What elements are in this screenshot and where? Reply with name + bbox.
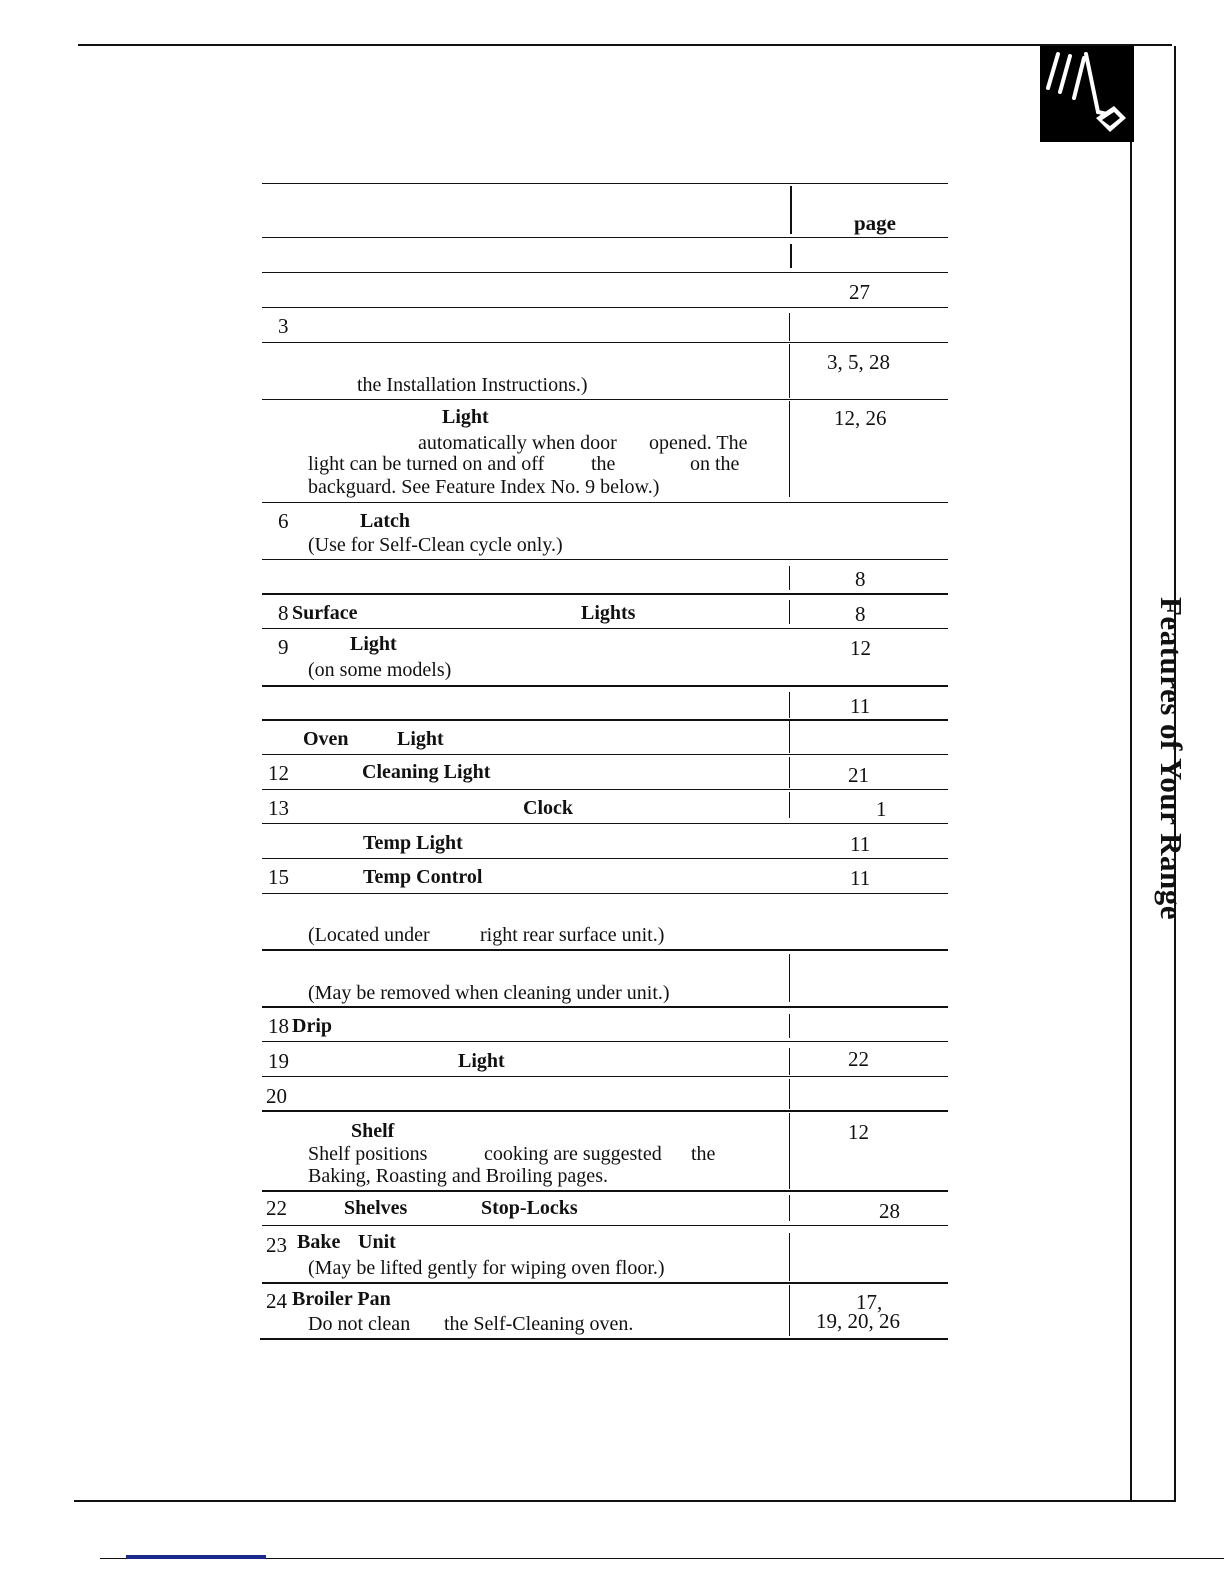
row-rule: [262, 789, 948, 790]
row-number: 24: [266, 1289, 287, 1313]
row-pages: 12: [850, 636, 871, 660]
row-title: Drip: [292, 1015, 332, 1037]
row-description: opened. The: [649, 432, 748, 454]
row-description: automatically when door: [418, 432, 617, 454]
row-pages: 19, 20, 26: [816, 1309, 900, 1333]
row-rule: [262, 893, 948, 894]
row-description: Do not clean: [308, 1313, 411, 1335]
row-title: Bake: [297, 1231, 341, 1253]
row-pages: 1: [876, 797, 887, 821]
row-description: (on some models): [308, 659, 452, 681]
row-title: Shelves: [344, 1197, 408, 1219]
row-description: (May be lifted gently for wiping oven floor.): [308, 1257, 665, 1279]
row-number: 20: [266, 1084, 287, 1108]
row-rule: [262, 754, 948, 755]
row-rule: [262, 399, 948, 400]
column-rule: [790, 244, 792, 268]
row-number: 3: [278, 314, 289, 338]
row-number: 23: [266, 1233, 287, 1257]
row-pages: 11: [850, 694, 871, 718]
row-description: the: [591, 453, 616, 475]
row-title: Surface: [292, 602, 358, 624]
row-rule: [262, 272, 948, 273]
sidebar-rule-inner: [1130, 46, 1132, 1502]
top-rule: [78, 44, 1172, 46]
row-rule: [262, 949, 948, 951]
column-rule: [789, 757, 790, 788]
row-title: Broiler Pan: [292, 1288, 391, 1310]
row-description: Shelf positions: [308, 1143, 428, 1165]
row-rule: [262, 1110, 948, 1112]
row-description: (May be removed when cleaning under unit.): [308, 982, 670, 1004]
row-number: 13: [268, 796, 289, 820]
row-title: Light: [442, 406, 489, 428]
page-column-header: page: [854, 211, 896, 235]
hand-touch-icon: [1040, 46, 1134, 142]
row-number: 8: [278, 601, 289, 625]
row-title: Clock: [523, 797, 573, 819]
row-title: Temp Light: [363, 832, 463, 854]
row-number: 6: [278, 509, 289, 533]
column-rule: [789, 792, 790, 818]
row-pages: 22: [848, 1047, 869, 1071]
row-number: 15: [268, 865, 289, 889]
column-rule: [789, 344, 790, 398]
column-rule: [790, 186, 792, 234]
row-rule: [262, 237, 948, 238]
row-rule: [262, 502, 948, 503]
row-pages: 27: [849, 280, 870, 304]
column-rule: [789, 721, 790, 753]
row-pages: 8: [855, 567, 866, 591]
row-rule: [262, 342, 948, 343]
row-title: Stop-Locks: [481, 1197, 578, 1219]
section-title: Features of Your Range: [1154, 597, 1189, 920]
row-title: Unit: [358, 1231, 396, 1253]
column-rule: [789, 313, 790, 341]
row-rule: [262, 719, 948, 721]
row-rule: [262, 685, 948, 687]
footer-rule: [100, 1558, 1224, 1559]
row-rule: [262, 858, 948, 859]
column-rule: [789, 401, 790, 497]
column-rule: [789, 692, 790, 718]
row-rule: [262, 823, 948, 824]
column-rule: [789, 600, 790, 624]
row-description: the Installation Instructions.): [357, 374, 588, 396]
row-title: Latch: [360, 510, 410, 532]
column-rule: [789, 1285, 790, 1336]
column-rule: [789, 1195, 790, 1221]
row-description: backguard. See Feature Index No. 9 below.): [308, 476, 660, 498]
row-number: 9: [278, 635, 289, 659]
column-rule: [789, 1113, 790, 1189]
row-title: Oven: [303, 728, 349, 750]
table-bottom-rule: [260, 1338, 948, 1340]
row-rule: [262, 1006, 948, 1008]
row-rule: [262, 307, 948, 308]
column-rule: [789, 1233, 790, 1281]
row-title: Temp Control: [363, 866, 483, 888]
row-title: Light: [350, 633, 397, 655]
row-rule: [262, 559, 948, 560]
row-rule: [262, 1282, 948, 1284]
row-rule: [262, 1076, 948, 1077]
table-top-rule: [262, 183, 948, 184]
row-rule: [262, 1041, 948, 1042]
row-rule: [262, 593, 948, 595]
row-number: 12: [268, 761, 289, 785]
row-pages: 21: [848, 763, 869, 787]
row-description: the: [691, 1143, 716, 1165]
footer-accent: [126, 1555, 266, 1559]
row-pages: 17,: [856, 1290, 883, 1314]
row-title: Shelf: [351, 1120, 395, 1142]
row-pages: 28: [879, 1199, 900, 1223]
row-description: (Use for Self-Clean cycle only.): [308, 534, 563, 556]
row-description: (Located under: [308, 924, 430, 946]
row-description: cooking are suggested: [484, 1143, 662, 1165]
bottom-rule: [74, 1500, 1176, 1502]
row-title: Cleaning Light: [362, 761, 491, 783]
row-number: 22: [266, 1196, 287, 1220]
row-pages: 11: [850, 866, 871, 890]
row-pages: 11: [850, 832, 871, 856]
row-pages: 3, 5, 28: [827, 350, 890, 374]
row-description: on the: [690, 453, 740, 475]
row-description: right rear surface unit.): [480, 924, 665, 946]
row-description: light can be turned on and off: [308, 453, 545, 475]
row-title: Light: [458, 1050, 505, 1072]
row-pages: 8: [855, 602, 866, 626]
row-rule: [262, 1190, 948, 1192]
row-description: the Self-Cleaning oven.: [444, 1313, 634, 1335]
column-rule: [789, 1048, 790, 1075]
row-title: Light: [397, 728, 444, 750]
row-number: 18: [268, 1014, 289, 1038]
row-pages: 12: [848, 1120, 869, 1144]
row-pages: 12, 26: [834, 406, 887, 430]
row-title: Lights: [581, 602, 636, 624]
column-rule: [789, 1079, 790, 1109]
column-rule: [789, 954, 790, 1002]
row-number: 19: [268, 1049, 289, 1073]
column-rule: [789, 566, 790, 590]
row-rule: [262, 628, 948, 629]
column-rule: [789, 1014, 790, 1038]
row-description: Baking, Roasting and Broiling pages.: [308, 1165, 608, 1187]
row-rule: [262, 1225, 948, 1226]
